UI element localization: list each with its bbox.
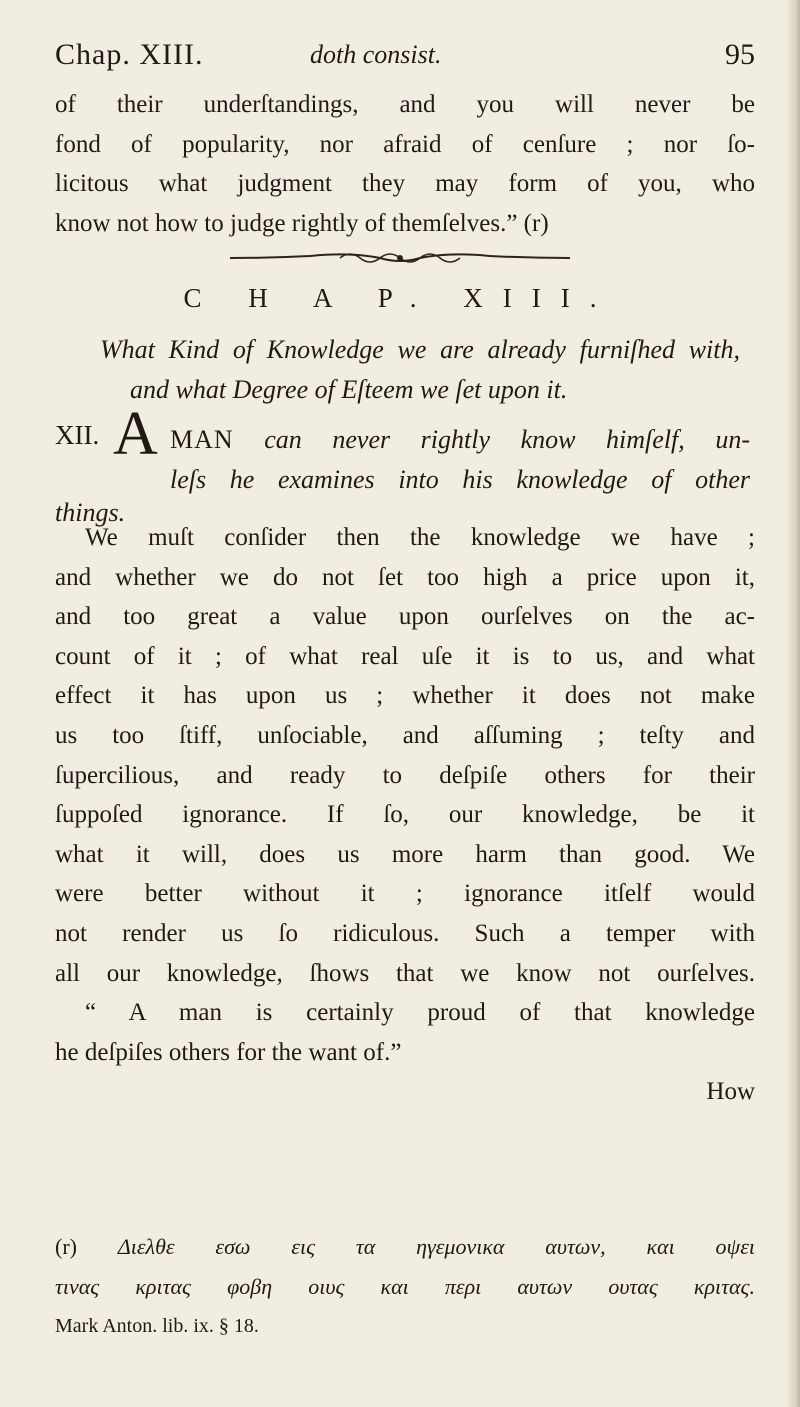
section-continuation: things. (55, 498, 126, 527)
text-line: of their underſtandings, and you will never be (55, 91, 755, 118)
text-line: were better without it ; ignorance itſelf would (55, 880, 755, 908)
text-line: licitous what judgment they may form of you, who (55, 170, 755, 198)
text-line: count of it ; of what real uſe it is to us, and what (55, 642, 755, 670)
section-line: leſs he examines into his knowledge of other (170, 464, 750, 494)
text-line: us too ſtiff, unſociable, and aſſuming ; teſty and (55, 721, 755, 749)
text-line: know not how to judge rightly of themſelves.” (r) (55, 209, 549, 237)
catchword: How (706, 1078, 755, 1106)
page-number: 95 (725, 38, 755, 71)
section-line (170, 420, 750, 460)
running-head-chapter: Chap. XIII. (55, 38, 204, 71)
footnote-greek: Διελθε εσω εις τα ηγεμονικα αυτων, και οψει (117, 1234, 755, 1259)
text-line: not render us ſo ridiculous. Such a temper with (55, 919, 755, 947)
text-line: and whether we do not ſet too high a price upon it, (55, 563, 755, 591)
section-number: XII. (55, 420, 100, 450)
text-line: “ A man is certainly proud of that knowledge (85, 999, 755, 1027)
subtitle-line: and what Degree of Eſteem we ſet upon it. (130, 374, 568, 404)
section-first-word: MAN (170, 425, 234, 454)
drop-capital: A (113, 400, 158, 468)
text-line: effect it has upon us ; whether it does not make (55, 682, 755, 710)
chapter-heading: C H A P. XIII. (183, 283, 617, 313)
footnote-line (55, 1230, 755, 1270)
main-paragraph (55, 518, 755, 1112)
text-line: ſuppoſed ignorance. If ſo, our knowledge, be it (55, 801, 755, 829)
subtitle-line: What Kind of Knowledge we are already furniſhed with, (100, 335, 740, 364)
opening-paragraph (55, 85, 755, 243)
footnote-source: Mark Anton. lib. ix. § 18. (55, 1315, 259, 1338)
running-head (55, 38, 755, 78)
text-line: We muſt conſider then the knowledge we have ; (85, 524, 755, 551)
section-opening (170, 420, 750, 499)
page-spine-shadow (786, 0, 800, 1407)
footnote (55, 1230, 755, 1349)
running-head-title: doth consist. (310, 40, 442, 69)
footnote-ref: (r) (55, 1234, 77, 1259)
chapter-subtitle (100, 330, 740, 409)
text-line: what it will, does us more harm than good. We (55, 840, 755, 868)
text-line: ſupercilious, and ready to deſpiſe others for their (55, 761, 755, 789)
text-line: fond of popularity, nor afraid of cenſure ; nor ſo- (55, 130, 755, 158)
text-line: all our knowledge, ſhows that we know not ourſelves. (55, 959, 755, 987)
section-first-line-rest: can never rightly know himſelf, un- (264, 425, 750, 454)
text-line: he deſpiſes others for the want of.” (55, 1038, 402, 1066)
decorative-rule-ornament (230, 250, 570, 266)
footnote-greek: τινας κριτας φοβη οιυς και περι αυτων ουτας κριτας. (55, 1273, 755, 1299)
text-line: and too great a value upon ourſelves on the ac- (55, 603, 755, 631)
